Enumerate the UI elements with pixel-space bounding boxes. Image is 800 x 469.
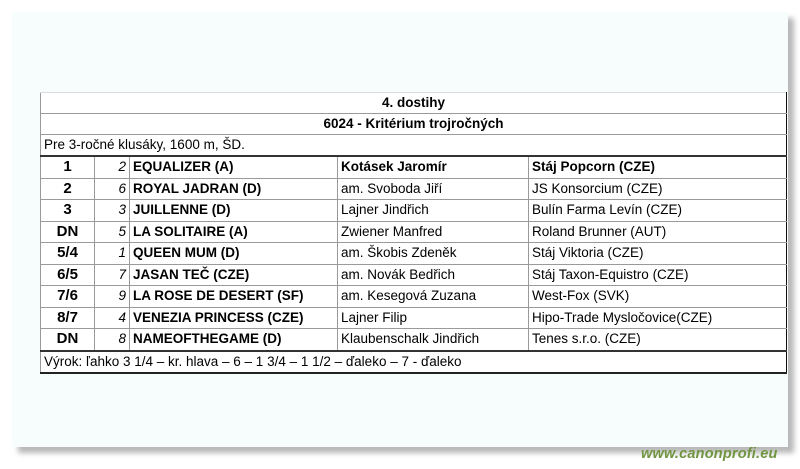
owner-cell: Hipo-Trade Mysločovice(CZE) (529, 307, 787, 329)
table-row (41, 200, 787, 222)
table-row (41, 329, 787, 351)
document-page (12, 12, 788, 447)
driver-cell: am. Svoboda Jiří (338, 178, 529, 200)
horse-cell: NAMEOFTHEGAME (D) (130, 329, 338, 351)
race-title-row (41, 93, 787, 114)
watermark-text: www.canonprofi.eu (641, 446, 778, 462)
verdict-row (41, 351, 787, 373)
horse-cell: LA ROSE DE DESERT (SF) (130, 286, 338, 308)
driver-cell: Kotásek Jaromír (338, 156, 529, 178)
start-number-cell: 9 (95, 286, 130, 308)
start-number-cell: 6 (95, 178, 130, 200)
driver-cell: Lajner Jindřich (338, 200, 529, 222)
horse-cell: JUILLENNE (D) (130, 200, 338, 222)
table-row (41, 307, 787, 329)
race-conditions-row (41, 135, 787, 157)
driver-cell: Klaubenschalk Jindřich (338, 329, 529, 351)
start-number-cell: 3 (95, 200, 130, 222)
table-row (41, 243, 787, 265)
place-cell: 3 (41, 200, 95, 222)
race-conditions: Pre 3-ročné klusáky, 1600 m, ŠD. (41, 135, 787, 157)
place-cell: 1 (41, 156, 95, 178)
driver-cell: am. Novák Bedřich (338, 264, 529, 286)
place-cell: 2 (41, 178, 95, 200)
owner-cell: Roland Brunner (AUT) (529, 221, 787, 243)
start-number-cell: 7 (95, 264, 130, 286)
place-cell: 7/6 (41, 286, 95, 308)
start-number-cell: 2 (95, 156, 130, 178)
owner-cell: Bulín Farma Levín (CZE) (529, 200, 787, 222)
race-results-table (40, 92, 787, 374)
table-row (41, 286, 787, 308)
driver-cell: am. Kesegová Zuzana (338, 286, 529, 308)
place-cell: DN (41, 329, 95, 351)
owner-cell: Stáj Viktoria (CZE) (529, 243, 787, 265)
horse-cell: ROYAL JADRAN (D) (130, 178, 338, 200)
owner-cell: Stáj Popcorn (CZE) (529, 156, 787, 178)
race-subtitle-row (41, 114, 787, 135)
horse-cell: LA SOLITAIRE (A) (130, 221, 338, 243)
place-cell: 6/5 (41, 264, 95, 286)
start-number-cell: 4 (95, 307, 130, 329)
place-cell: 8/7 (41, 307, 95, 329)
owner-cell: West-Fox (SVK) (529, 286, 787, 308)
owner-cell: Tenes s.r.o. (CZE) (529, 329, 787, 351)
driver-cell: Zwiener Manfred (338, 221, 529, 243)
owner-cell: JS Konsorcium (CZE) (529, 178, 787, 200)
table-row (41, 221, 787, 243)
race-verdict: Výrok: ľahko 3 1/4 – kr. hlava – 6 – 1 3/4 – 1 1/2 – ďaleko – 7 - ďaleko (41, 351, 787, 373)
place-cell: DN (41, 221, 95, 243)
driver-cell: Lajner Filip (338, 307, 529, 329)
start-number-cell: 8 (95, 329, 130, 351)
race-subtitle: 6024 - Kritérium trojročných (41, 114, 787, 135)
horse-cell: QUEEN MUM (D) (130, 243, 338, 265)
race-title: 4. dostihy (41, 93, 787, 114)
place-cell: 5/4 (41, 243, 95, 265)
table-row (41, 264, 787, 286)
horse-cell: EQUALIZER (A) (130, 156, 338, 178)
start-number-cell: 1 (95, 243, 130, 265)
horse-cell: JASAN TEČ (CZE) (130, 264, 338, 286)
driver-cell: am. Škobis Zdeněk (338, 243, 529, 265)
start-number-cell: 5 (95, 221, 130, 243)
owner-cell: Stáj Taxon-Equistro (CZE) (529, 264, 787, 286)
table-row (41, 178, 787, 200)
table-row (41, 156, 787, 178)
horse-cell: VENEZIA PRINCESS (CZE) (130, 307, 338, 329)
